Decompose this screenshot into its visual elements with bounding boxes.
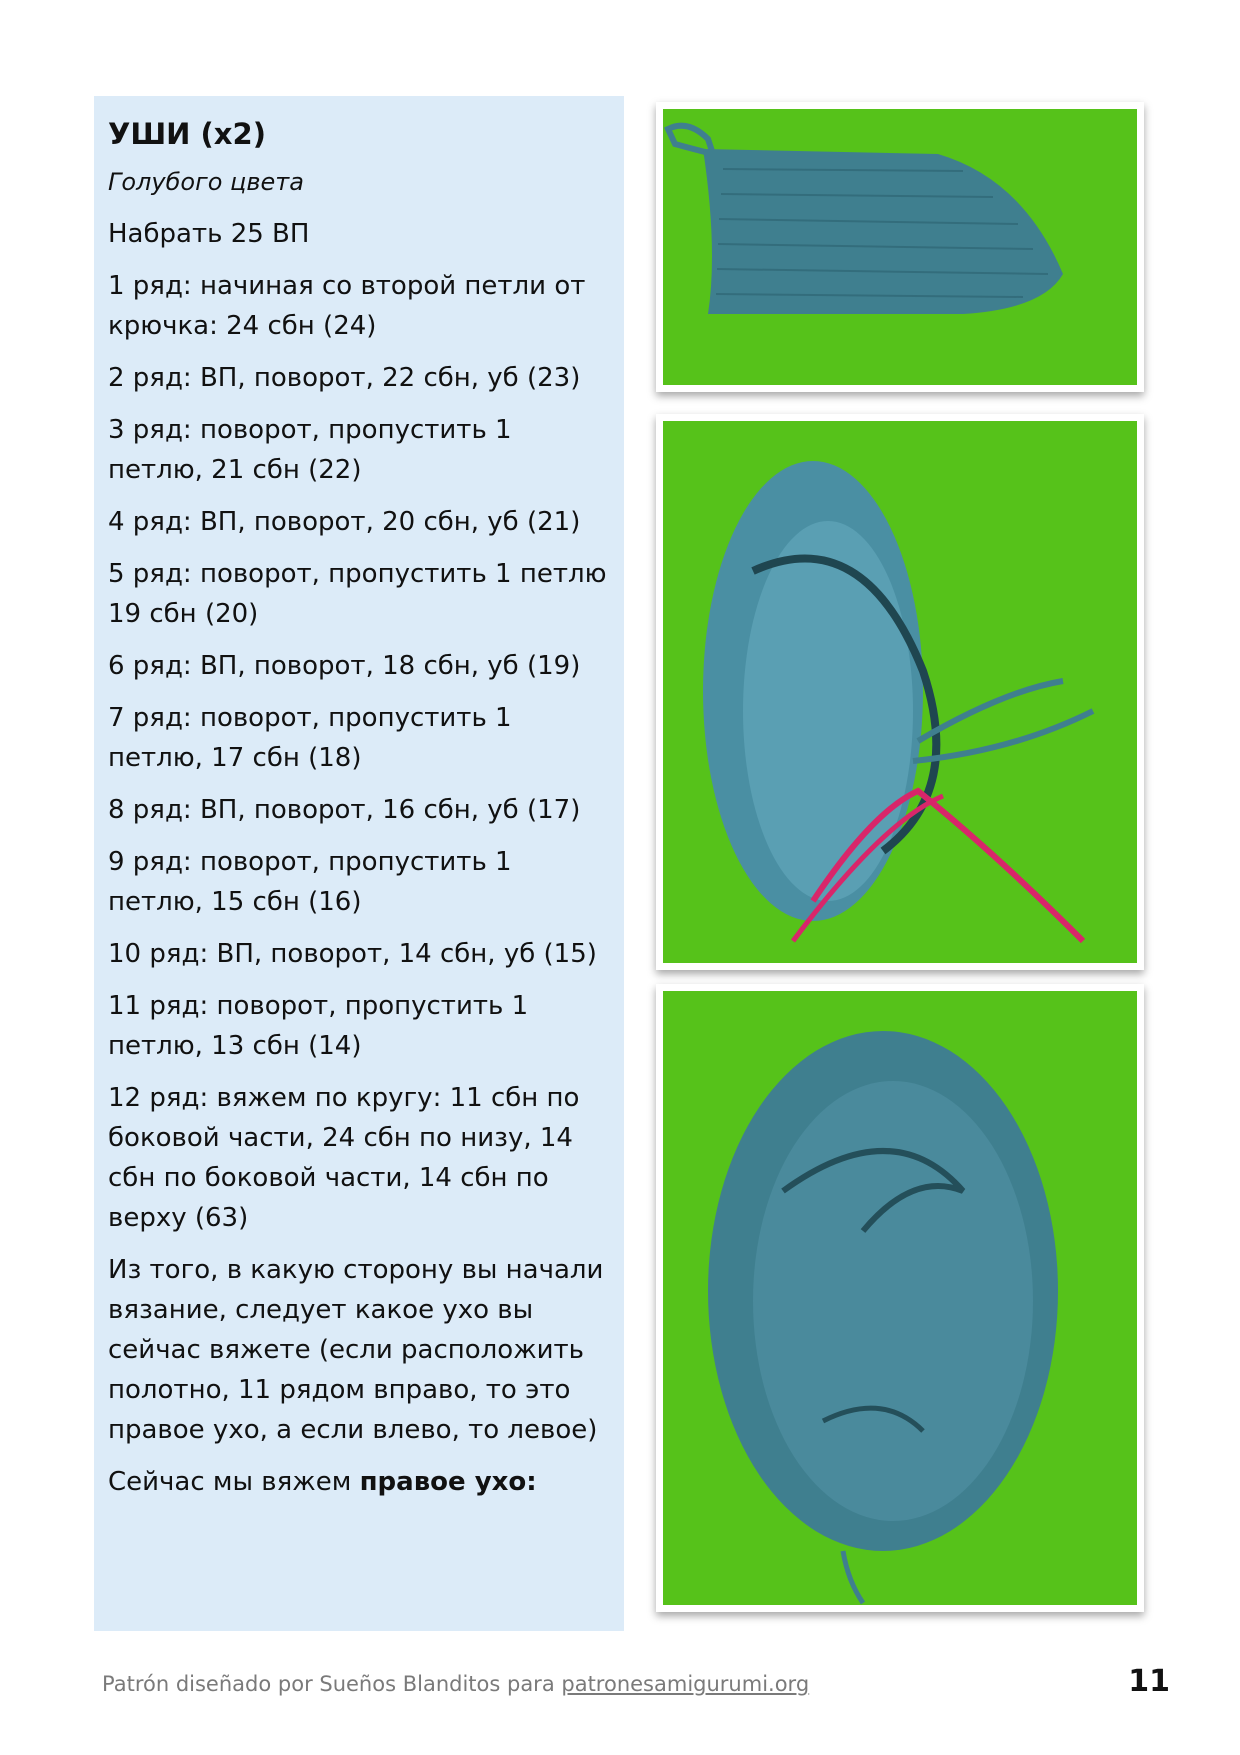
footer-credit [102, 1672, 809, 1696]
footer-credit-text: Patrón diseñado por Sueños Blanditos para [102, 1672, 562, 1696]
final-note-bold: правое ухо: [359, 1467, 537, 1497]
instruction-line: 1 ряд: начиная со второй петли от крючка: 24 сбн (24) [108, 271, 586, 341]
final-note-prefix: Сейчас мы вяжем [108, 1467, 360, 1497]
section-title: УШИ (x2) [108, 117, 266, 151]
instruction-line: 11 ряд: поворот, пропустить 1 петлю, 13 сбн (14) [108, 991, 529, 1061]
photo-ear-strip-image [663, 109, 1137, 385]
instruction-line: 12 ряд: вяжем по кругу: 11 сбн по боковой части, 24 сбн по низу, 14 сбн по боковой части, 14 сбн по верху (63) [108, 1083, 580, 1233]
instruction-line: 8 ряд: ВП, поворот, 16 сбн, уб (17) [108, 795, 581, 825]
photo-ear-cup-image [663, 421, 1137, 963]
final-note [108, 1462, 608, 1502]
photo-ear-finished-image [663, 991, 1137, 1605]
page-number: 11 [1128, 1664, 1170, 1699]
instruction-line: Набрать 25 ВП [108, 219, 310, 249]
instruction-note: Из того, в какую сторону вы начали вязание, следует какое ухо вы сейчас вяжете (если расположить полотно, 11 рядом вправо, то это правое ухо, а если влево, то левое) [108, 1255, 604, 1445]
photo-ear-cup [656, 414, 1144, 970]
instruction-line: 3 ряд: поворот, пропустить 1 петлю, 21 сбн (22) [108, 415, 512, 485]
instructions-content [108, 116, 608, 1514]
instruction-line: 9 ряд: поворот, пропустить 1 петлю, 15 сбн (16) [108, 847, 512, 917]
instruction-line: 10 ряд: ВП, поворот, 14 сбн, уб (15) [108, 939, 597, 969]
instruction-line: 5 ряд: поворот, пропустить 1 петлю 19 сбн (20) [108, 559, 607, 629]
instruction-line: 6 ряд: ВП, поворот, 18 сбн, уб (19) [108, 651, 581, 681]
footer-website-link[interactable]: patronesamigurumi.org [561, 1672, 810, 1696]
instruction-line: 7 ряд: поворот, пропустить 1 петлю, 17 сбн (18) [108, 703, 512, 773]
photo-ear-strip [656, 102, 1144, 392]
photo-ear-finished [656, 984, 1144, 1612]
color-note: Голубого цвета [108, 168, 304, 196]
instructions-panel [94, 96, 624, 1631]
instruction-line: 2 ряд: ВП, поворот, 22 сбн, уб (23) [108, 363, 581, 393]
instruction-line: 4 ряд: ВП, поворот, 20 сбн, уб (21) [108, 507, 581, 537]
